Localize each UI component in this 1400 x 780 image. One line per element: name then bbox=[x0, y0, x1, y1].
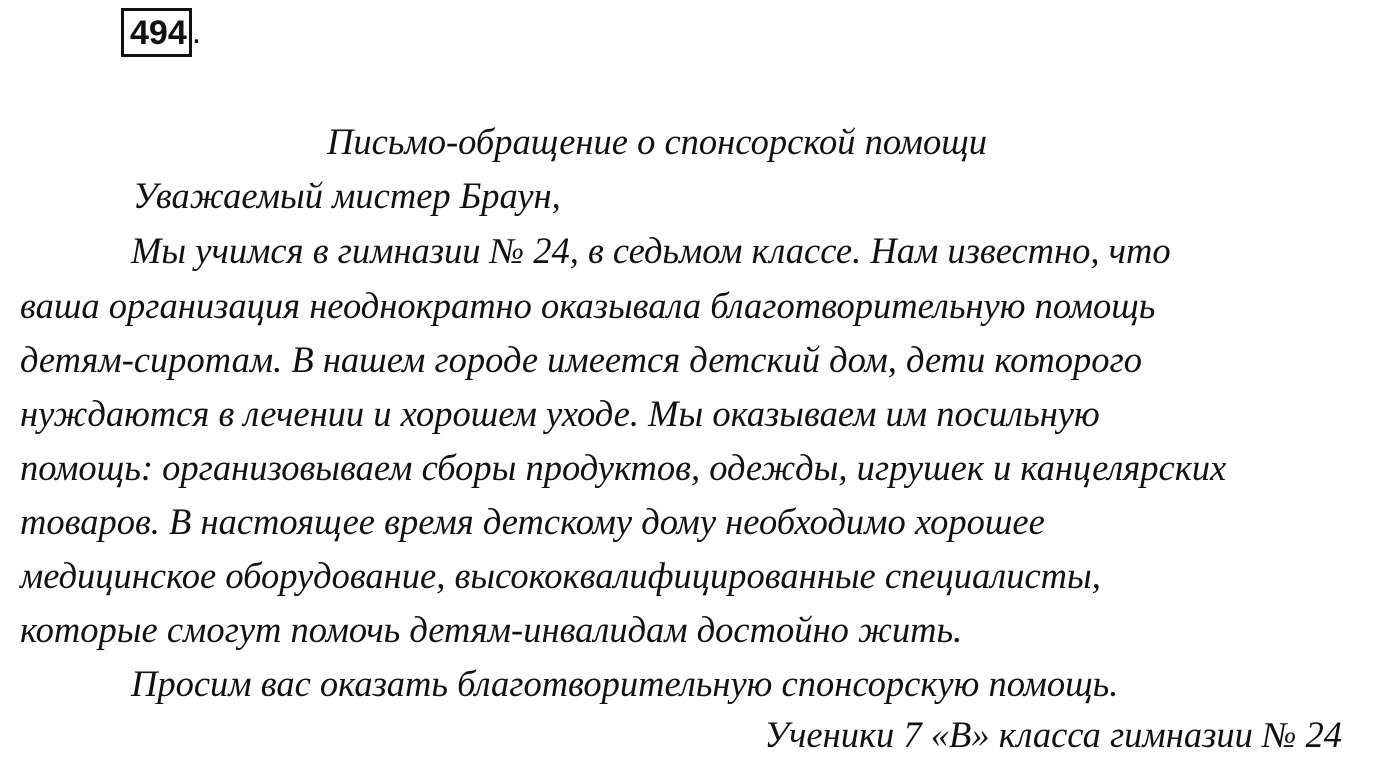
letter-line: которые смогут помочь детям-инвалидам достойно жить. bbox=[20, 609, 963, 650]
letter-line: товаров. В настоящее время детскому дому необходимо хорошее bbox=[20, 501, 1045, 542]
exercise-number-text: 494 bbox=[130, 13, 187, 52]
letter-line: ваша организация неоднократно оказывала благотворительную помощь bbox=[20, 285, 1156, 326]
letter-line: помощь: организовываем сборы продуктов, одежды, игрушек и канцелярских bbox=[20, 447, 1227, 488]
letter-signature: Ученики 7 «В» класса гимназии № 24 bbox=[764, 714, 1342, 755]
letter-greeting: Уважаемый мистер Браун, bbox=[133, 175, 561, 216]
exercise-number-dot: . bbox=[191, 13, 202, 51]
letter-title: Письмо-обращение о спонсорской помощи bbox=[327, 121, 988, 162]
letter-line: медицинское оборудование, высококвалифицированные специалисты, bbox=[20, 555, 1101, 596]
letter-line: Мы учимся в гимназии № 24, в седьмом классе. Нам известно, что bbox=[131, 230, 1171, 271]
exercise-number bbox=[121, 9, 201, 55]
letter-line: нуждаются в лечении и хорошем уходе. Мы оказываем им посильную bbox=[20, 393, 1100, 434]
exercise-number-box bbox=[121, 8, 192, 57]
letter-line: детям-сиротам. В нашем городе имеется детский дом, дети которого bbox=[20, 339, 1142, 380]
letter-closing-request: Просим вас оказать благотворительную спонсорскую помощь. bbox=[131, 663, 1119, 704]
